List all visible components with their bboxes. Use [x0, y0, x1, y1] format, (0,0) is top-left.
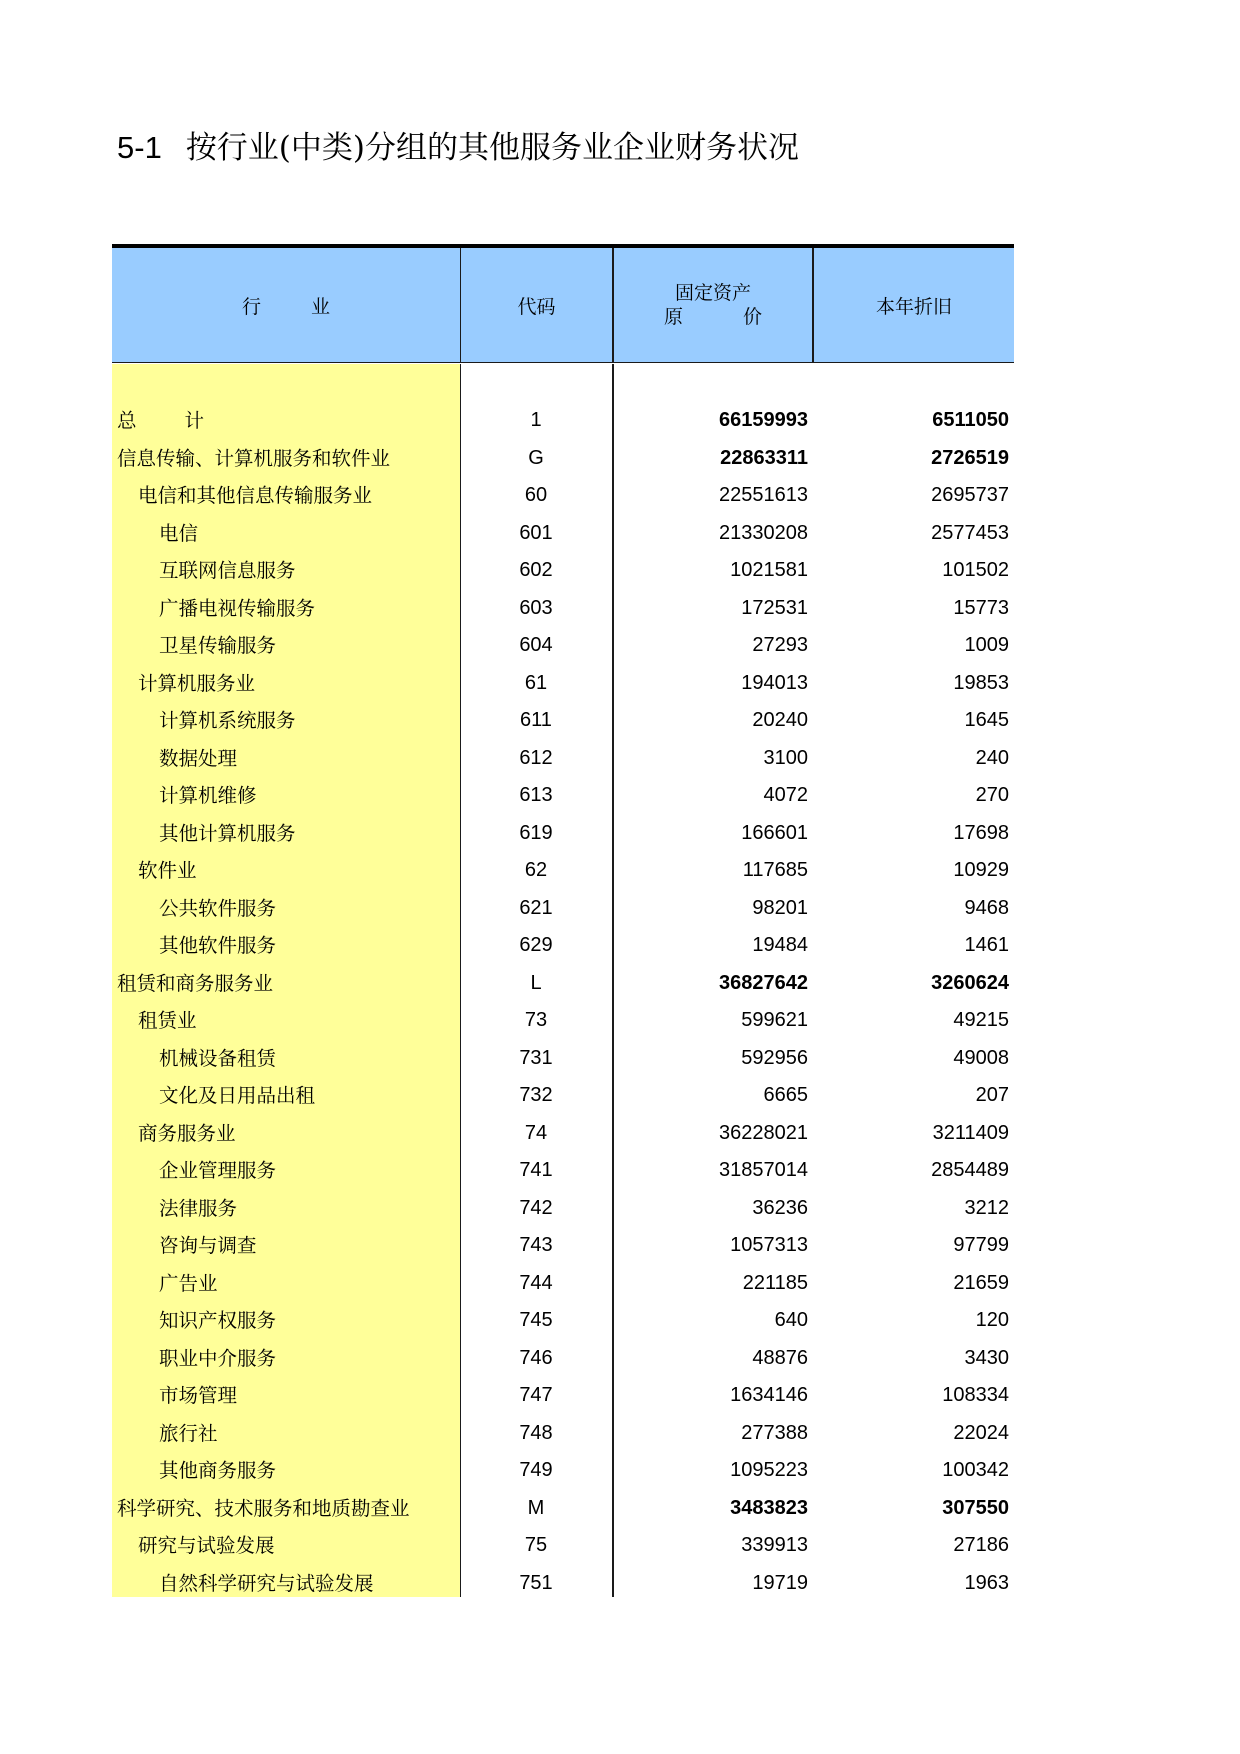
row-fixed-assets: 66159993	[719, 409, 808, 431]
row-code: 751	[519, 1571, 553, 1594]
row-depreciation: 100342	[942, 1459, 1009, 1481]
row-industry-name: 计算机服务业	[138, 671, 256, 695]
table-row	[0, 815, 1240, 853]
row-industry-name: 总 计	[117, 409, 205, 432]
row-depreciation: 240	[975, 746, 1009, 769]
table-row	[0, 1340, 1240, 1378]
row-depreciation: 49215	[953, 1009, 1009, 1031]
row-industry-name: 广播电视传输服务	[159, 596, 316, 620]
row-industry-name: 文化及日用品出租	[159, 1084, 316, 1107]
row-fixed-assets: 27293	[752, 634, 808, 656]
row-industry-name: 互联网信息服务	[159, 559, 296, 582]
row-code: 62	[524, 859, 548, 881]
row-code: L	[530, 971, 542, 994]
table-row	[0, 1565, 1240, 1603]
row-fixed-assets: 22551613	[719, 484, 808, 506]
table-row	[0, 740, 1240, 778]
row-depreciation: 17698	[953, 821, 1009, 844]
row-code: 603	[519, 596, 553, 619]
row-code: M	[527, 1496, 545, 1519]
row-industry-name: 电信和其他信息传输服务业	[138, 484, 373, 507]
row-industry-name: 机械设备租赁	[159, 1046, 277, 1070]
row-fixed-assets: 1057313	[730, 1234, 808, 1256]
row-industry-name: 租赁和商务服务业	[117, 971, 274, 995]
row-code: 742	[519, 1196, 553, 1219]
row-code: 601	[519, 521, 553, 544]
table-row	[0, 1527, 1240, 1565]
row-code: 732	[519, 1084, 553, 1106]
table-row	[0, 702, 1240, 740]
table-row	[0, 852, 1240, 890]
row-fixed-assets: 36228021	[719, 1121, 808, 1144]
row-depreciation: 22024	[953, 1421, 1009, 1444]
table-row	[0, 1377, 1240, 1415]
row-fixed-assets: 194013	[741, 671, 808, 694]
row-depreciation: 3212	[964, 1196, 1009, 1219]
row-depreciation: 3430	[964, 1346, 1009, 1369]
row-depreciation: 207	[975, 1084, 1009, 1106]
table-row	[0, 1002, 1240, 1040]
header-depreciation: 本年折旧	[812, 248, 1014, 363]
row-depreciation: 2854489	[931, 1159, 1009, 1181]
row-depreciation: 1645	[964, 709, 1009, 731]
header-code: 代码	[460, 248, 612, 363]
row-depreciation: 3260624	[931, 971, 1009, 994]
table-row	[0, 1152, 1240, 1190]
row-fixed-assets: 221185	[742, 1271, 808, 1294]
row-code: 747	[519, 1384, 553, 1406]
row-fixed-assets: 4072	[763, 784, 808, 806]
row-code: 748	[519, 1421, 553, 1444]
row-code: 611	[520, 709, 552, 731]
row-industry-name: 其他软件服务	[159, 934, 277, 957]
row-industry-name: 广告业	[159, 1271, 218, 1295]
row-depreciation: 10929	[953, 859, 1009, 881]
table-row	[0, 1040, 1240, 1078]
row-industry-name: 电信	[159, 521, 199, 545]
header-fixed-assets: 固定资产 原 价	[612, 248, 812, 363]
table-row	[0, 440, 1240, 478]
row-fixed-assets: 1634146	[730, 1384, 808, 1406]
row-code: 746	[519, 1346, 553, 1369]
row-depreciation: 2695737	[931, 484, 1009, 506]
table-row	[0, 515, 1240, 553]
row-depreciation: 19853	[953, 671, 1009, 694]
table-row	[0, 1302, 1240, 1340]
row-fixed-assets: 339913	[741, 1534, 808, 1556]
table-row	[0, 1265, 1240, 1303]
table-row	[0, 552, 1240, 590]
table-row	[0, 1227, 1240, 1265]
table-row	[0, 1490, 1240, 1528]
row-depreciation: 97799	[953, 1234, 1009, 1256]
row-code: 619	[519, 821, 553, 844]
row-industry-name: 咨询与调查	[159, 1234, 257, 1257]
row-fixed-assets: 117685	[742, 859, 808, 881]
table-row	[0, 665, 1240, 703]
row-depreciation: 3211409	[932, 1121, 1009, 1144]
row-code: 749	[519, 1459, 553, 1481]
row-code: 731	[519, 1046, 553, 1069]
table-title: 按行业(中类)分组的其他服务业企业财务状况	[185, 130, 799, 166]
row-industry-name: 卫星传输服务	[159, 634, 277, 657]
row-code: 1	[530, 409, 542, 431]
row-code: 604	[519, 634, 553, 656]
page-title	[117, 122, 799, 167]
row-industry-name: 市场管理	[159, 1384, 238, 1407]
row-industry-name: 其他计算机服务	[159, 821, 296, 845]
row-depreciation: 15773	[953, 596, 1009, 619]
table-row	[0, 1415, 1240, 1453]
row-code: G	[528, 446, 544, 469]
row-depreciation: 1009	[964, 634, 1009, 656]
row-code: 74	[524, 1121, 548, 1144]
row-industry-name: 研究与试验发展	[138, 1534, 275, 1557]
row-fixed-assets: 22863311	[720, 446, 808, 469]
row-code: 602	[519, 559, 553, 581]
row-fixed-assets: 277388	[741, 1421, 808, 1444]
row-depreciation: 6511050	[932, 409, 1009, 431]
table-row	[0, 927, 1240, 965]
table-row	[0, 777, 1240, 815]
row-fixed-assets: 166601	[741, 821, 808, 844]
table-row	[0, 627, 1240, 665]
row-fixed-assets: 592956	[741, 1046, 808, 1069]
row-code: 741	[519, 1159, 553, 1181]
row-fixed-assets: 172531	[741, 596, 808, 619]
row-fixed-assets: 19484	[752, 934, 808, 956]
row-depreciation: 9468	[964, 896, 1009, 919]
row-industry-name: 计算机系统服务	[159, 709, 296, 732]
row-code: 60	[524, 484, 548, 506]
row-code: 629	[519, 934, 553, 956]
row-depreciation: 21659	[953, 1271, 1009, 1294]
row-industry-name: 自然科学研究与试验发展	[159, 1571, 374, 1595]
table-row	[0, 477, 1240, 515]
table-row	[0, 590, 1240, 628]
row-code: 745	[519, 1309, 553, 1331]
row-fixed-assets: 48876	[752, 1346, 808, 1369]
row-code: 744	[519, 1271, 553, 1294]
row-depreciation: 101502	[942, 559, 1009, 581]
row-code: 621	[519, 896, 553, 919]
table-row-total	[0, 402, 1240, 440]
row-code: 61	[524, 671, 548, 694]
row-industry-name: 职业中介服务	[159, 1346, 277, 1370]
row-fixed-assets: 31857014	[719, 1159, 808, 1181]
row-depreciation: 2577453	[931, 521, 1009, 544]
row-industry-name: 计算机维修	[159, 784, 257, 807]
row-industry-name: 企业管理服务	[159, 1159, 277, 1182]
row-industry-name: 数据处理	[159, 746, 238, 770]
row-industry-name: 旅行社	[159, 1421, 218, 1445]
row-fixed-assets: 3100	[763, 746, 808, 769]
row-depreciation: 108334	[942, 1384, 1009, 1406]
row-depreciation: 1461	[964, 934, 1009, 956]
table-number: 5-1	[117, 130, 162, 165]
row-fixed-assets: 1095223	[730, 1459, 808, 1481]
table-row	[0, 1452, 1240, 1490]
row-fixed-assets: 3483823	[730, 1496, 808, 1519]
row-fixed-assets: 599621	[741, 1009, 808, 1031]
table-row	[0, 890, 1240, 928]
row-code: 73	[524, 1009, 548, 1031]
row-code: 75	[524, 1534, 548, 1556]
row-industry-name: 法律服务	[159, 1196, 238, 1220]
row-industry-name: 知识产权服务	[159, 1309, 277, 1332]
row-fixed-assets: 36827642	[719, 971, 808, 994]
row-code: 743	[519, 1234, 553, 1256]
row-depreciation: 120	[975, 1309, 1009, 1331]
row-fixed-assets: 36236	[752, 1196, 808, 1219]
row-depreciation: 49008	[953, 1046, 1009, 1069]
row-industry-name: 软件业	[138, 859, 197, 882]
row-industry-name: 科学研究、技术服务和地质勘查业	[117, 1496, 410, 1520]
row-fixed-assets: 98201	[752, 896, 808, 919]
row-code: 612	[519, 746, 553, 769]
row-fixed-assets: 640	[774, 1309, 808, 1331]
row-industry-name: 商务服务业	[138, 1121, 236, 1145]
row-industry-name: 其他商务服务	[159, 1459, 277, 1482]
header-industry: 行 业	[112, 248, 460, 363]
row-fixed-assets: 20240	[752, 709, 808, 731]
table-row	[0, 1077, 1240, 1115]
row-fixed-assets: 6665	[763, 1084, 808, 1106]
row-fixed-assets: 1021581	[730, 559, 808, 581]
row-fixed-assets: 21330208	[719, 521, 808, 544]
table-row	[0, 965, 1240, 1003]
row-code: 613	[519, 784, 553, 806]
table-row	[0, 1190, 1240, 1228]
row-depreciation: 27186	[953, 1534, 1009, 1556]
row-industry-name: 信息传输、计算机服务和软件业	[117, 446, 391, 470]
row-industry-name: 租赁业	[138, 1009, 197, 1032]
row-fixed-assets: 19719	[752, 1571, 808, 1594]
row-depreciation: 1963	[964, 1571, 1009, 1594]
row-depreciation: 2726519	[931, 446, 1009, 469]
table-body	[0, 402, 1240, 1602]
row-depreciation: 270	[975, 784, 1009, 806]
table-row	[0, 1115, 1240, 1153]
row-depreciation: 307550	[942, 1496, 1009, 1519]
row-industry-name: 公共软件服务	[159, 896, 277, 920]
